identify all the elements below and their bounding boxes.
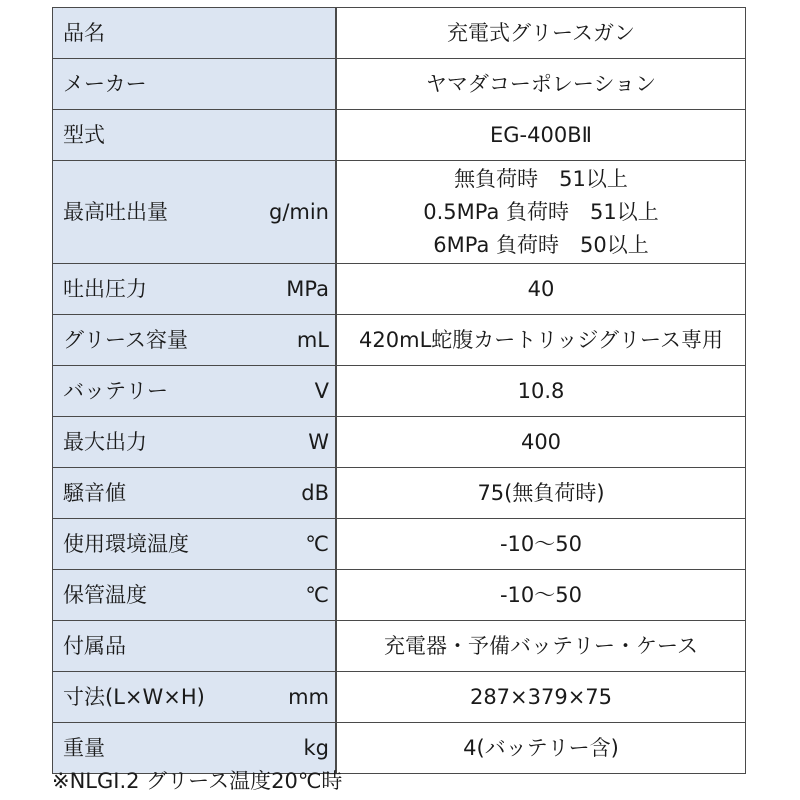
spec-label-wrapper — [53, 196, 335, 229]
spec-row — [53, 570, 746, 621]
spec-label: メーカー — [63, 71, 147, 96]
spec-label-cell — [53, 570, 337, 621]
spec-label-wrapper — [53, 477, 335, 510]
spec-label-cell — [53, 468, 337, 519]
spec-label: 品名 — [63, 20, 105, 45]
spec-unit: g/min — [268, 199, 329, 224]
spec-value-cell — [336, 161, 746, 264]
spec-label: 使用環境温度 — [63, 531, 189, 556]
spec-row — [53, 366, 746, 417]
spec-row — [53, 161, 746, 264]
spec-label-cell — [53, 161, 337, 264]
spec-label-cell — [53, 417, 337, 468]
spec-value-cell — [336, 110, 746, 161]
spec-label-cell — [53, 519, 337, 570]
spec-row — [53, 110, 746, 161]
spec-label-wrapper — [53, 375, 335, 408]
spec-value: ヤマダコーポレーション — [425, 71, 657, 96]
spec-label-wrapper — [53, 528, 335, 561]
spec-value: EG-400BⅡ — [490, 122, 592, 147]
spec-row — [53, 417, 746, 468]
spec-label-cell — [53, 366, 337, 417]
spec-table — [52, 7, 746, 774]
spec-unit: ℃ — [305, 531, 329, 556]
spec-label-cell — [53, 264, 337, 315]
spec-label: 付属品 — [63, 633, 126, 658]
spec-unit: mL — [296, 327, 329, 352]
spec-value: 400 — [520, 429, 562, 454]
spec-value-cell — [336, 723, 746, 774]
spec-value: -10～50 — [499, 531, 583, 556]
spec-unit: kg — [303, 735, 329, 760]
spec-label: 最大出力 — [63, 429, 147, 454]
spec-value-cell — [336, 468, 746, 519]
spec-value-cell — [336, 417, 746, 468]
spec-row — [53, 264, 746, 315]
spec-value: -10～50 — [499, 582, 583, 607]
spec-value: 充電器・予備バッテリー・ケース — [384, 633, 698, 658]
spec-row — [53, 8, 746, 59]
spec-label-wrapper — [53, 426, 335, 459]
spec-value: 420mL蛇腹カートリッジグリース専用 — [359, 327, 723, 352]
spec-unit: ℃ — [305, 582, 329, 607]
spec-row — [53, 468, 746, 519]
footnote: ※NLGI.2 グリース温度20℃時 — [52, 769, 343, 793]
spec-value-cell — [336, 621, 746, 672]
spec-label-cell — [53, 672, 337, 723]
spec-value: 4(バッテリー含) — [463, 735, 619, 760]
spec-label-cell — [53, 621, 337, 672]
spec-value: 0.5MPa 負荷時 51以上 — [423, 199, 659, 224]
spec-value: 充電式グリースガン — [447, 20, 635, 45]
spec-unit: mm — [288, 684, 329, 709]
spec-label-wrapper — [53, 579, 335, 612]
spec-value-cell — [336, 315, 746, 366]
spec-row — [53, 621, 746, 672]
spec-label: 吐出圧力 — [63, 276, 147, 301]
spec-unit: W — [308, 429, 329, 454]
spec-label-wrapper — [53, 324, 335, 357]
spec-label: グリース容量 — [63, 327, 188, 352]
spec-label: 騒音値 — [63, 480, 126, 505]
spec-value-cell — [336, 519, 746, 570]
spec-value: 287×379×75 — [469, 684, 613, 709]
spec-label-wrapper — [53, 273, 335, 306]
spec-label-cell — [53, 315, 337, 366]
spec-label-cell — [53, 8, 337, 59]
spec-value-cell — [336, 672, 746, 723]
spec-label-wrapper — [53, 732, 335, 765]
spec-label: 重量 — [63, 735, 105, 760]
spec-label-wrapper — [53, 68, 335, 101]
spec-table-body — [53, 8, 746, 774]
spec-value: 6MPa 負荷時 50以上 — [433, 232, 649, 257]
spec-label-wrapper — [53, 630, 335, 663]
spec-value-cell — [336, 264, 746, 315]
spec-value-cell — [336, 8, 746, 59]
spec-unit: dB — [301, 480, 329, 505]
spec-value-cell — [336, 570, 746, 621]
spec-row — [53, 519, 746, 570]
spec-value: 40 — [527, 276, 555, 301]
spec-value-cell — [336, 366, 746, 417]
spec-label-cell — [53, 110, 337, 161]
spec-label: 保管温度 — [63, 582, 147, 607]
spec-row — [53, 672, 746, 723]
spec-value: 10.8 — [517, 378, 565, 403]
spec-value: 無負荷時 51以上 — [454, 166, 628, 191]
spec-row — [53, 315, 746, 366]
spec-label-cell — [53, 59, 337, 110]
spec-label: 寸法(L×W×H) — [63, 684, 205, 709]
spec-row — [53, 59, 746, 110]
spec-unit: V — [314, 378, 329, 403]
spec-label: バッテリー — [63, 378, 168, 403]
spec-label-wrapper — [53, 17, 335, 50]
spec-label-wrapper — [53, 681, 335, 714]
spec-label: 型式 — [63, 122, 105, 147]
spec-label: 最高吐出量 — [63, 199, 168, 224]
spec-value-cell — [336, 59, 746, 110]
spec-unit: MPa — [286, 276, 329, 301]
spec-label-wrapper — [53, 119, 335, 152]
spec-value: 75(無負荷時) — [477, 480, 605, 505]
